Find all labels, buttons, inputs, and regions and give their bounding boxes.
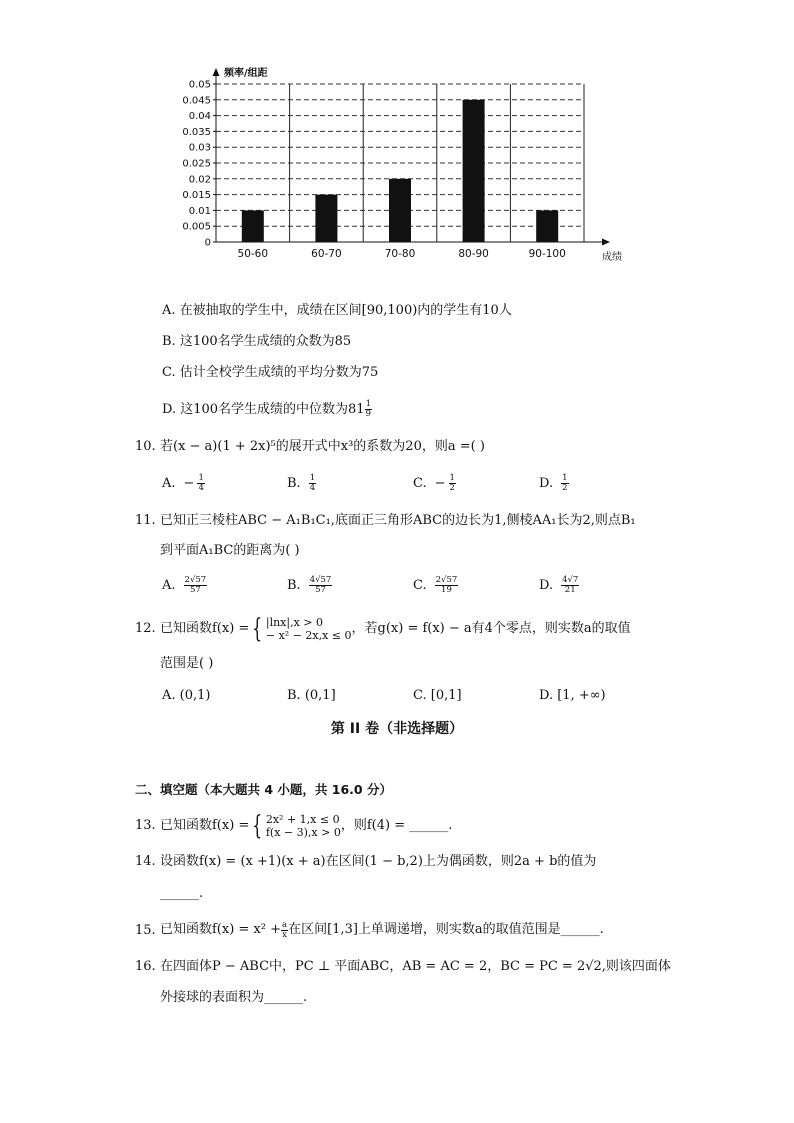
fraction-denominator: 19: [441, 585, 452, 595]
q9-option-a: A. 在被抽取的学生中，成绩在区间[90,100)内的学生有10人: [162, 303, 512, 318]
fraction-denominator: 57: [189, 585, 201, 595]
fraction-numerator: a: [282, 919, 288, 930]
y-tick-label: 0.01: [188, 205, 211, 217]
q12-piece1: |lnx|,x > 0: [265, 616, 323, 629]
y-tick-label: 0.025: [182, 158, 211, 170]
choice-sign: −: [434, 475, 446, 491]
q14-line2: ______.: [160, 886, 204, 901]
choice-fraction: [309, 576, 333, 595]
fraction-numerator: 4√7: [562, 575, 579, 585]
q10-choice-b: [287, 474, 316, 493]
q9-option-d: [162, 400, 372, 419]
fraction-denominator: 21: [564, 585, 576, 595]
q13-piecewise: [266, 813, 341, 839]
q12-number: 12.: [135, 621, 156, 636]
q13-prefix: 已知函数f(x) =: [160, 818, 250, 833]
q14-line1: 设函数f(x) = (x +1)(x + a)在区间(1 − b,2)上为偶函数，则2a + b的值为: [160, 854, 597, 869]
fraction-numerator: 2√57: [435, 575, 458, 585]
q12-choice-b: B. (0,1]: [287, 688, 336, 703]
q11-choice-c: [413, 576, 458, 595]
q12-choice-c: C. [0,1]: [413, 688, 462, 703]
y-axis-label: 频率/组距: [224, 68, 268, 79]
fraction-numerator: 1: [198, 473, 204, 483]
q11-choice-a: [162, 576, 207, 595]
choice-label: A.: [162, 577, 176, 593]
x-axis-arrow: [602, 239, 610, 246]
y-tick-label: 0: [204, 237, 211, 249]
q13-number: 13.: [135, 818, 156, 833]
bar: [536, 210, 558, 242]
q13-line: [160, 806, 452, 846]
q9-option-d-fraction: [365, 400, 372, 419]
bar: [242, 210, 264, 242]
q13-suffix: ，则f(4) = ______.: [340, 818, 453, 833]
q12-suffix: ，若g(x) = f(x) − a有4个零点，则实数a的取值: [351, 621, 631, 636]
choice-fraction: [449, 474, 456, 493]
choice-fraction: [435, 576, 459, 595]
fraction-denominator: 9: [365, 409, 372, 419]
q9-option-d-text: D. 这100名学生成绩的中位数为81: [162, 402, 365, 417]
q16-line1: 在四面体P − ABC中，PC ⊥ 平面ABC，AB = AC = 2，BC = PC = 2√2,则该四面体: [160, 959, 671, 974]
q12-line2: 范围是( ): [160, 656, 214, 671]
y-tick-label: 0.03: [188, 142, 211, 154]
y-tick-label: 0.005: [182, 221, 211, 233]
q12-choice-d: D. [1, +∞): [539, 688, 606, 703]
part-title: 二、填空题（本大题共 4 小题，共 16.0 分）: [135, 782, 392, 797]
frequency-histogram: [150, 55, 630, 270]
choice-fraction: [561, 576, 579, 595]
q13-piece1: 2x² + 1,x ≤ 0: [265, 813, 340, 826]
choice-fraction: [184, 576, 208, 595]
choice-label: C.: [413, 475, 427, 491]
y-axis-arrow: [213, 68, 220, 76]
choice-fraction: [197, 474, 204, 493]
fraction-numerator: 1: [365, 399, 372, 409]
bar: [463, 100, 485, 242]
choice-label: B.: [287, 475, 301, 491]
section-title: 第 II 卷（非选择题）: [330, 721, 464, 737]
q10-choice-a: [162, 474, 205, 493]
x-tick-label: 90-100: [528, 248, 566, 260]
q11-choice-d: [539, 576, 579, 595]
q11-line1: 已知正三棱柱ABC − A₁B₁C₁,底面正三角形ABC的边长为1,侧棱AA₁长为2,则点B₁: [160, 513, 636, 528]
fraction-denominator: 2: [449, 483, 455, 493]
q14-number: 14.: [135, 854, 156, 869]
q12-piece2: − x² − 2x,x ≤ 0: [265, 629, 352, 642]
bar: [389, 179, 411, 242]
y-tick-label: 0.035: [182, 126, 211, 138]
choice-fraction: [309, 474, 316, 493]
fraction-numerator: 2√57: [184, 575, 207, 585]
choice-label: B.: [287, 577, 301, 593]
choice-sign: −: [183, 475, 195, 491]
choice-label: D.: [539, 475, 554, 491]
fraction-denominator: 4: [198, 483, 204, 493]
fraction-numerator: 4√57: [309, 575, 332, 585]
x-tick-label: 70-80: [384, 248, 416, 260]
y-tick-label: 0.045: [182, 95, 211, 107]
x-tick-label: 50-60: [237, 248, 269, 260]
q15-fraction: [281, 921, 288, 940]
q12-prefix: 已知函数f(x) =: [160, 621, 250, 636]
q9-option-c: C. 估计全校学生成绩的平均分数为75: [162, 365, 379, 380]
q10-text: 若(x − a)(1 + 2x)⁵的展开式中x³的系数为20，则a =( ): [160, 439, 485, 454]
q16-line2: 外接球的表面积为______.: [160, 990, 308, 1005]
q11-number: 11.: [135, 513, 156, 528]
q11-line2: 到平面A₁BC的距离为( ): [160, 543, 300, 558]
q12-line1: [160, 607, 631, 651]
q10-number: 10.: [135, 439, 156, 454]
fraction-denominator: 57: [315, 585, 326, 595]
brace-symbol: {: [252, 614, 263, 644]
fraction-numerator: 1: [449, 473, 455, 483]
y-tick-label: 0.05: [188, 79, 211, 91]
fraction-denominator: 2: [562, 483, 568, 493]
fraction-denominator: x: [282, 929, 287, 940]
brace-symbol: {: [252, 811, 263, 841]
x-tick-label: 80-90: [458, 248, 489, 260]
q9-option-b: B. 这100名学生成绩的众数为85: [162, 334, 352, 349]
q15-number: 15.: [135, 923, 156, 938]
choice-label: D.: [539, 577, 554, 593]
x-tick-label: 60-70: [311, 248, 342, 260]
q10-choice-c: [413, 474, 456, 493]
y-tick-label: 0.02: [188, 174, 211, 186]
q15-prefix: 已知函数f(x) = x² +: [160, 922, 282, 937]
fraction-denominator: 4: [309, 483, 316, 493]
y-tick-label: 0.04: [188, 111, 211, 123]
choice-label: A.: [162, 475, 176, 491]
q13-piece2: f(x − 3),x > 0: [265, 826, 341, 839]
q10-choice-d: [539, 474, 569, 493]
x-axis-label: 成绩: [602, 252, 622, 263]
choice-fraction: [561, 474, 568, 493]
fraction-numerator: 1: [562, 473, 568, 483]
q12-choice-a: A. (0,1): [162, 688, 211, 703]
q15-suffix: 在区间[1,3]上单调递增，则实数a的取值范围是______.: [288, 922, 604, 937]
bar: [315, 195, 337, 242]
q15-line: [160, 915, 604, 945]
q16-number: 16.: [135, 959, 156, 974]
y-tick-label: 0.015: [182, 190, 211, 202]
q12-piecewise: [266, 616, 352, 642]
fraction-numerator: 1: [309, 473, 316, 483]
choice-label: C.: [413, 577, 427, 593]
q11-choice-b: [287, 576, 332, 595]
